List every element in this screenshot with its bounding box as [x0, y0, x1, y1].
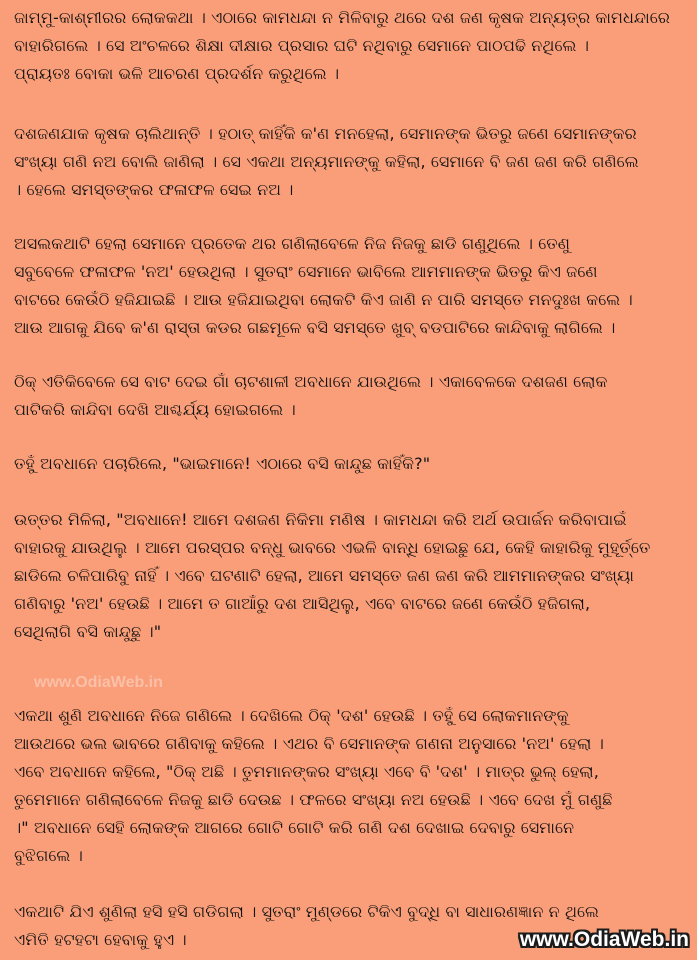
- paragraph-6: [14, 506, 689, 646]
- text-line: । ହେଲେ ସମସ୍ତଙ୍କର ଫଳାଫଳ ସେଇ ନଅ ।: [14, 180, 294, 199]
- text-line: ଏମିତି ହଟହଟା ହେବାକୁ ହୁଏ ।: [14, 930, 187, 949]
- text-line: ଛାଡିଲେ ଚଳିପାରିବୁ ନାହିଁ । ଏବେ ଘଟଣାଟି ହେଲା, ଆମେ ସମସ୍ତେ ଜଣ ଜଣ କରି ଆମମାନଙ୍କର ସଂଖ୍ୟା: [14, 566, 634, 585]
- text-line: ସବୁବେଳେ ଫଳାଫଳ 'ନଅ' ହେଉଥିଲା । ସୁତରାଂ ସେମାନେ ଭାବିଲେ ଆମମାନଙ୍କ ଭିତରୁ କିଏ ଜଣେ: [14, 262, 598, 281]
- text-line: ଦଶଜଣଯାକ କୃଷକ ଚାଲିଥାନ୍ତି । ହଠାତ୍ କାହିଁକି କ'ଣ ମନହେଲା, ସେମାନଙ୍କ ଭିତରୁ ଜଣେ ସେମାନଙ୍କର: [14, 124, 637, 143]
- text-line: ପ୍ରାୟତଃ ବୋକା ଭଳି ଆଚରଣ ପ୍ରଦର୍ଶନ କରୁଥିଲେ ।: [14, 64, 340, 83]
- text-line: ଉତ୍ତର ମିଳିଲା, "ଅବଧାନେ! ଆମେ ଦଶଜଣ ନିକିମା ମଣିଷ । କାମଧନ୍ଦା କରି ଅର୍ଥ ଉପାର୍ଜନ କରିବାପାଇଁ: [14, 510, 627, 529]
- paragraph-4: [14, 368, 689, 424]
- text-line: ଗଣିବାରୁ 'ନଅ' ହେଉଛି । ଆମେ ତ ଗାଆଁରୁ ଦଶ ଆସିଥିଲୁ, ଏବେ ବାଟରେ ଜଣେ କେଉଁଠି ହଜିଗଲା,: [14, 594, 591, 613]
- text-line: ବାଟରେ କେଉଁଠି ହଜିଯାଇଛି । ଆଉ ହଜିଯାଇଥିବା ଲୋକଟି କିଏ ଜାଣି ନ ପାରି ସମସ୍ତେ ମନଦୁଃଖ କଲେ ।: [14, 290, 633, 309]
- text-line: ଆଉ ଆଗକୁ ଯିବେ କ'ଣ ରାସ୍ତା କଡର ଗଛମୂଳେ ବସି ସମସ୍ତେ ଖୁବ୍ ବଡପାଟିରେ କାନ୍ଦିବାକୁ ଲାଗିଲେ ।: [14, 318, 616, 337]
- paragraph-1: [14, 4, 689, 88]
- text-line: ଅସଲକଥାଟି ହେଲା ସେମାନେ ପ୍ରତେକ ଥର ଗଣିଲାବେଳେ ନିଜ ନିଜକୁ ଛାଡି ଗଣୁଥିଲେ । ତେଣୁ: [14, 234, 570, 253]
- paragraph-5: [14, 450, 689, 478]
- text-line: ଏକଥାଟି ଯିଏ ଶୁଣିଲା ହସି ହସି ଗଡିଗଲା । ସୁତରାଂ ମୁଣ୍ଡରେ ଟିକିଏ ବୁଦ୍ଧି ବା ସାଧାରଣଜ୍ଞାନ ନ ଥିଲେ: [14, 902, 600, 921]
- paragraph-3: [14, 230, 689, 342]
- brand-watermark: www.OdiaWeb.in: [519, 928, 689, 951]
- text-line: ତହୁଁ ଅବଧାନେ ପଚାରିଲେ, "ଭାଇମାନେ! ଏଠାରେ ବସି କାନ୍ଦୁଛ କାହିଁକି?": [14, 454, 431, 473]
- faint-watermark: www.OdiaWeb.in: [34, 674, 163, 691]
- text-line: ଏକଥା ଶୁଣି ଅବଧାନେ ନିଜେ ଗଣିଲେ । ଦେଖିଲେ ଠିକ୍ 'ଦଶ' ହେଉଛି । ତହୁଁ ସେ ଲୋକମାନଙ୍କୁ: [14, 706, 569, 725]
- text-line: ।" ଅବଧାନେ ସେହି ଲୋକଙ୍କ ଆଗରେ ଗୋଟି ଗୋଟି କରି ଗଣି ଦଶ ଦେଖାଇ ଦେବାରୁ ସେମାନେ: [14, 818, 575, 837]
- text-line: ବୁଝିଗଲେ ।: [14, 846, 83, 865]
- text-line: ସେଥିଲାଗି ବସି କାନ୍ଦୁଛୁ ।": [14, 622, 162, 641]
- text-line: ଜାମ୍ମୁ-କାଶ୍ମୀରର ଲୋକକଥା । ଏଠାରେ କାମଧନ୍ଦା ନ ମିଳିବାରୁ ଥରେ ଦଶ ଜଣ କୃଷକ ଅନ୍ୟତ୍ର କାମଧନ୍ଦାରେ: [14, 8, 670, 27]
- text-line: ସଂଖ୍ୟା ଗଣି ନଅ ବୋଲି ଜାଣିଲା । ସେ ଏକଥା ଅନ୍ୟମାନଙ୍କୁ କହିଲା, ସେମାନେ ବି ଜଣ ଜଣ କରି ଗଣିଲେ: [14, 152, 639, 171]
- paragraph-2: [14, 120, 689, 204]
- text-line: ଏବେ ଅବଧାନେ କହିଲେ, "ଠିକ୍ ଅଛି । ତୁମମାନଙ୍କର ସଂଖ୍ୟା ଏବେ ବି 'ଦଶ' । ମାତ୍ର ଭୁଲ୍ ହେଲା,: [14, 762, 599, 781]
- text-line: ତୁମେମାନେ ଗଣିଲାବେଳେ ନିଜକୁ ଛାଡି ଦେଉଛ । ଫଳରେ ସଂଖ୍ୟା ନଅ ହେଉଛି । ଏବେ ଦେଖ ମୁଁ ଗଣୁଛି: [14, 790, 613, 809]
- text-line: ଠିକ୍ ଏତିକିବେଳେ ସେ ବାଟ ଦେଇ ଗାଁ ଚାଟଶାଳୀ ଅବଧାନେ ଯାଉଥିଲେ । ଏକାବେଳକେ ଦଶଜଣ ଲୋକ: [14, 372, 608, 391]
- paragraph-7: [14, 702, 689, 870]
- text-line: ବାହାରକୁ ଯାଉଥିଲୁ । ଆମେ ପରସ୍ପର ବନ୍ଧୁ ଭାବରେ ଏଭଳି ବାନ୍ଧି ହୋଇଛୁ ଯେ, କେହି କାହାରିକୁ ମୁହୂର୍ତ୍ତେ: [14, 538, 651, 557]
- text-line: ବାହାରିଗଲେ । ସେ ଅଂଚଳରେ ଶିକ୍ଷା ଦୀକ୍ଷାର ପ୍ରସାର ଘଟି ନଥିବାରୁ ସେମାନେ ପାଠପଢି ନଥିଲେ ।: [14, 36, 589, 55]
- text-line: ଆଉଥରେ ଭଲ ଭାବରେ ଗଣିବାକୁ କହିଲେ । ଏଥର ବି ସେମାନଙ୍କ ଗଣନା ଅନୁସାରେ 'ନଅ' ହେଲା ।: [14, 734, 604, 753]
- text-line: ପାଟିକରି କାନ୍ଦିବା ଦେଖି ଆଶ୍ଚର୍ଯ୍ୟ ହୋଇଗଲେ ।: [14, 400, 296, 419]
